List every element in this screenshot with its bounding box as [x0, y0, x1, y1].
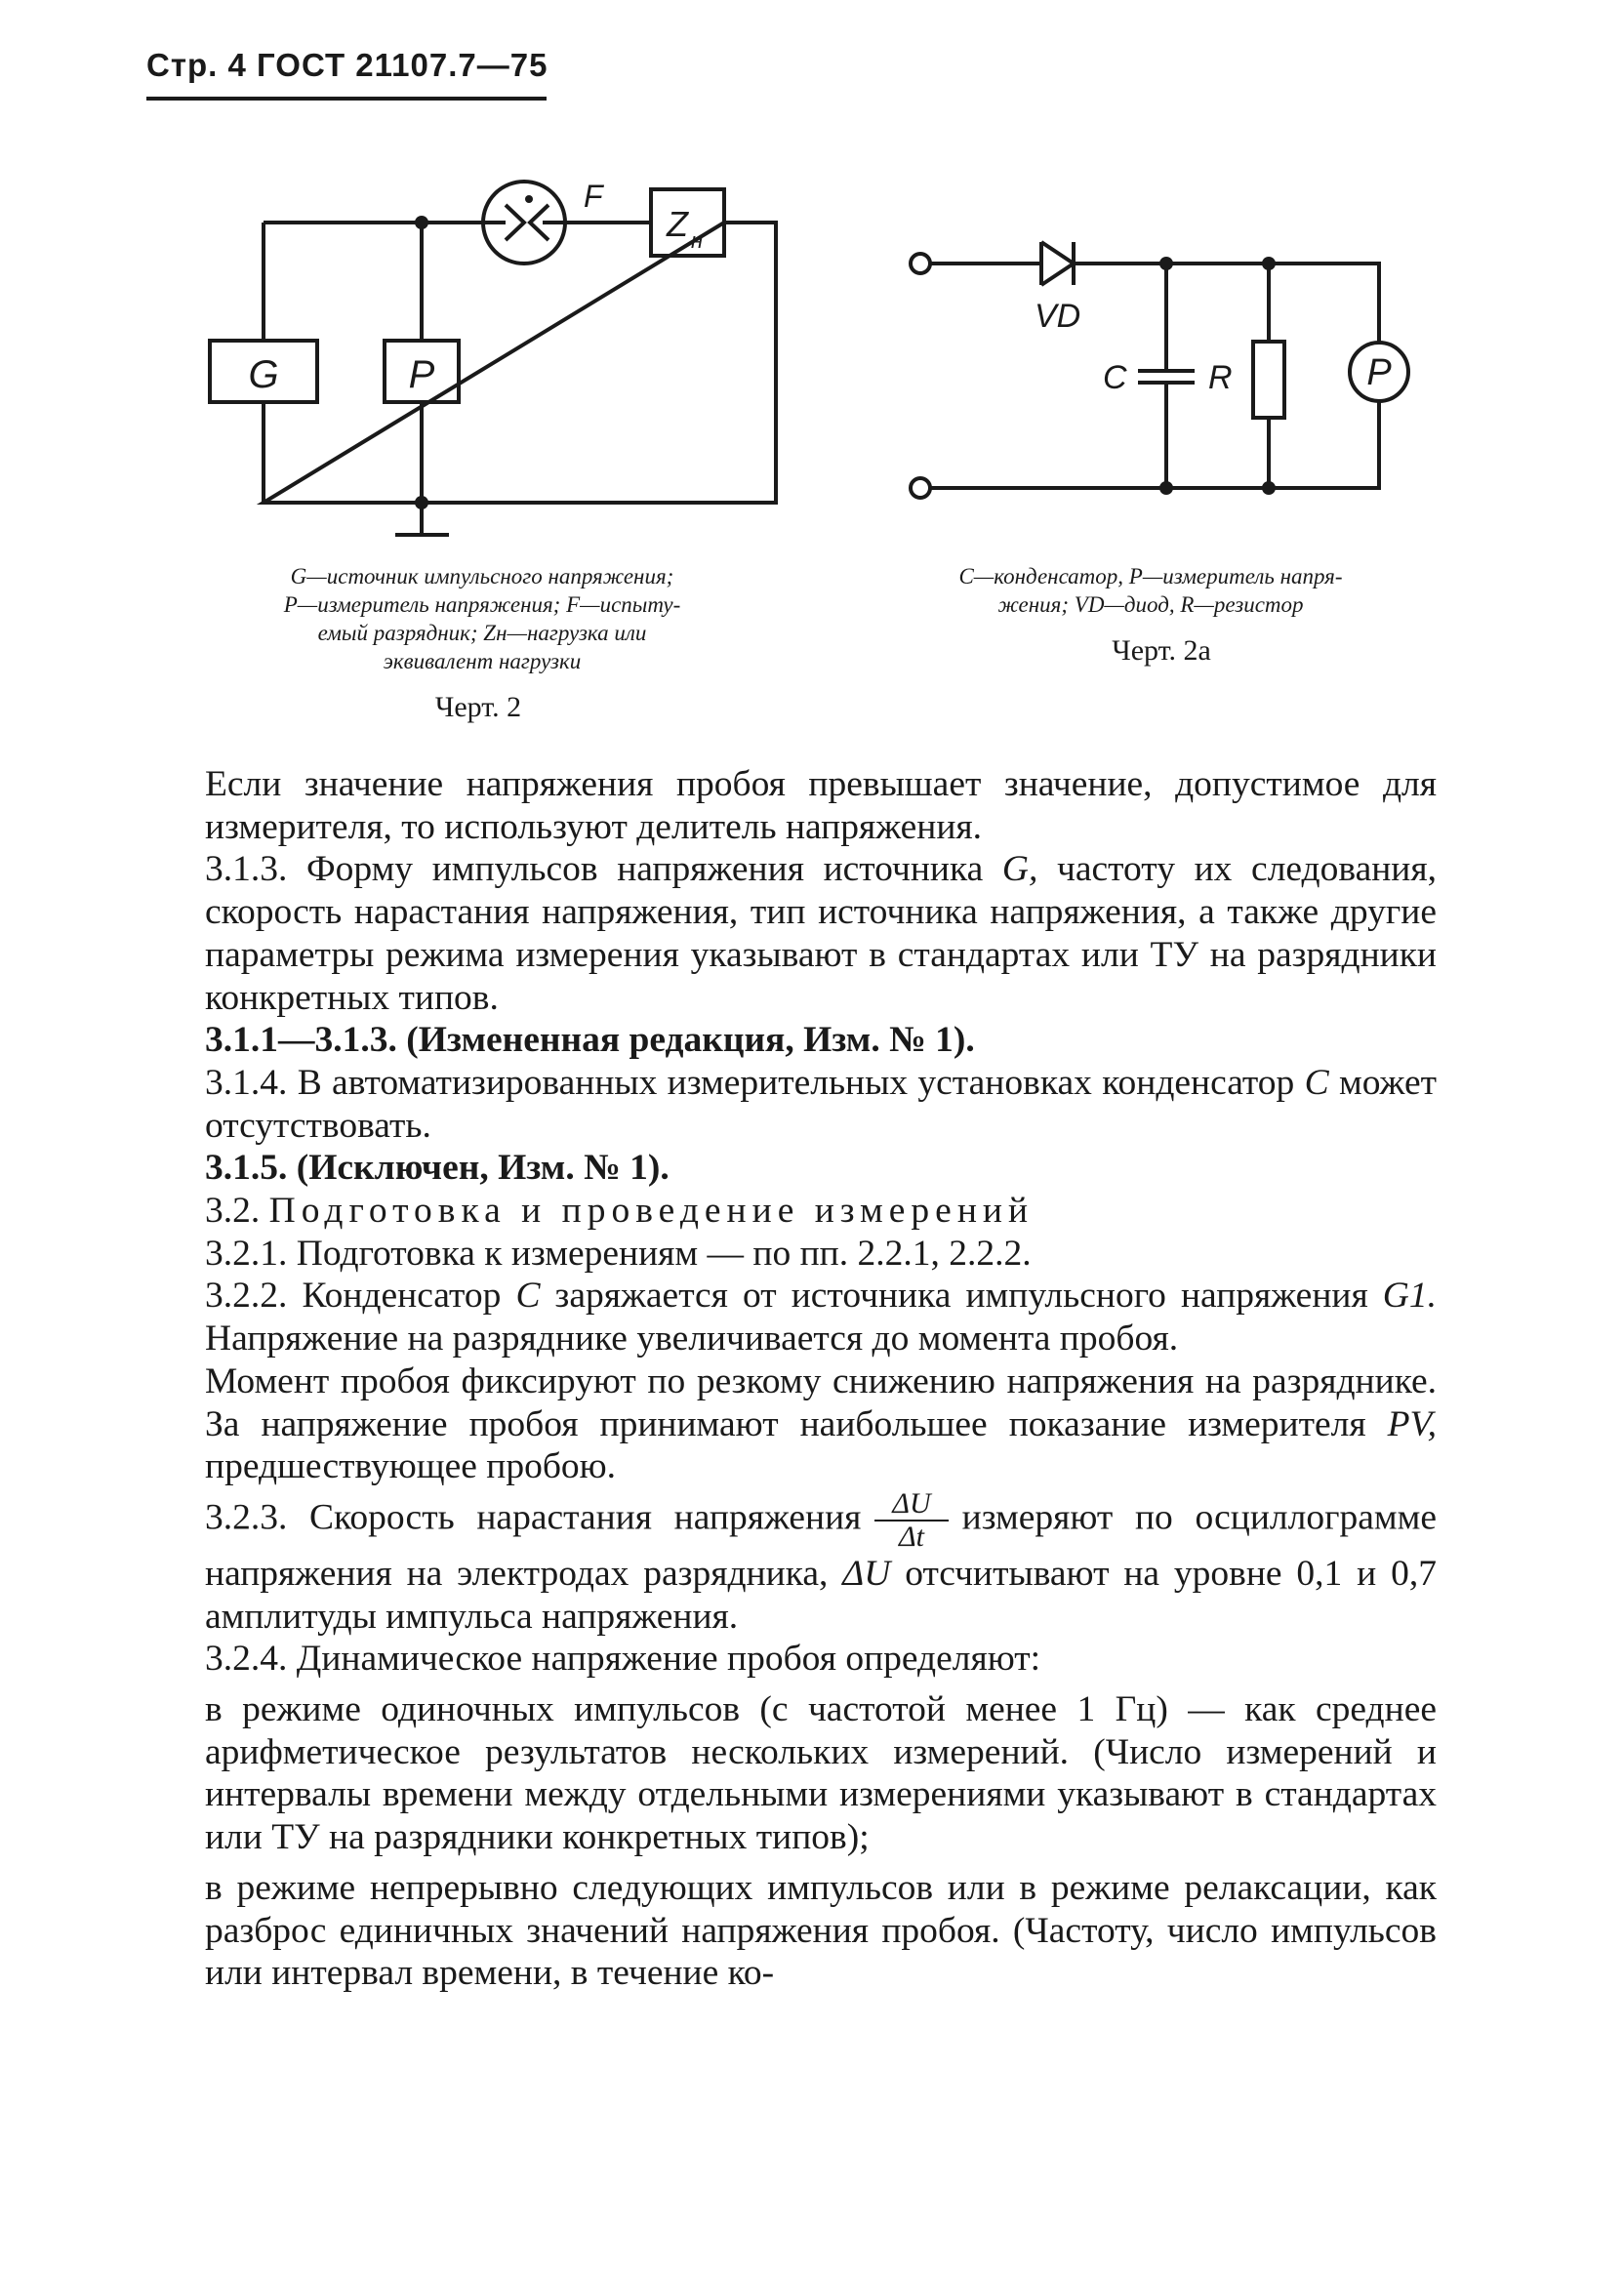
- paragraph-3-1-3: [205, 848, 1437, 1019]
- paragraph-continuous: в режиме непрерывно следующих импульсов или в режиме релаксации, как разброс единичных значений напряжения пробоя. (Частоту, число импульсов или интервал времени, в течение ко-: [205, 1867, 1437, 1994]
- label-F: F: [584, 179, 603, 214]
- text-run: 3.2.2. Конденсатор: [205, 1276, 516, 1317]
- amendment-note: 3.1.1—3.1.3. (Измененная редакция, Изм. № 1).: [205, 1020, 975, 1061]
- caption-line: P—измеритель напряжения; F—испыту-: [283, 592, 681, 617]
- paragraph-3-2-4: 3.2.4. Динамическое напряжение пробоя определяют:: [205, 1639, 1041, 1680]
- paragraph: Если значение напряжения пробоя превышает значение, допустимое для измерителя, то используют делитель напряжения.: [205, 764, 1437, 847]
- label-C: C: [1103, 359, 1127, 396]
- paragraph-3-1-4: [205, 1062, 1437, 1147]
- body-text: [205, 763, 1437, 1995]
- caption-line: жения; VD—диод, R—резистор: [997, 592, 1304, 617]
- symbol-C: C: [515, 1276, 541, 1317]
- text-run: Момент пробоя фиксируют по резкому снижению напряжения на разряднике. За напряжение пробоя принимают наибольшее показание измерителя: [205, 1360, 1437, 1444]
- section-number: 3.2.: [205, 1191, 261, 1232]
- fraction-dU-dt: [874, 1488, 948, 1553]
- caption-line: C—конденсатор, P—измеритель напря-: [958, 564, 1343, 588]
- section-heading-3-2: [205, 1190, 1437, 1233]
- caption-line: G—источник импульсного напряжения;: [290, 564, 674, 588]
- paragraph-3-2-1: 3.2.1. Подготовка к измерениям — по пп. 2.2.1, 2.2.2.: [205, 1233, 1032, 1274]
- symbol-G1: G1.: [1382, 1276, 1437, 1317]
- text-run: заряжается от источника импульсного напряжения: [540, 1276, 1383, 1317]
- section-title: Подготовка и проведение измерений: [268, 1191, 1035, 1232]
- text-run: измеряют по осциллограмме напряжения на электродах разрядника,: [205, 1497, 1437, 1594]
- paragraph-3-2-2: [205, 1275, 1437, 1359]
- symbol-G: G,: [1001, 849, 1038, 890]
- paragraph-breakdown: [205, 1360, 1437, 1488]
- input-terminal-top: [911, 254, 930, 273]
- paragraph-single-pulse: в режиме одиночных импульсов (с частотой менее 1 Гц) — как среднее арифметическое результатов нескольких измерений. (Число измерений и интервалы времени между отдельными измерениями указывают в стандартах или ТУ на разрядники конкретных типов);: [205, 1689, 1437, 1858]
- label-Z: Z: [667, 204, 688, 244]
- text-run: может отсутствовать.: [205, 1062, 1437, 1146]
- figure2a-title: Черт. 2а: [1112, 634, 1211, 667]
- resistor-R: [1253, 342, 1284, 418]
- symbol-PV: PV,: [1387, 1403, 1437, 1444]
- input-terminal-bottom: [911, 478, 930, 498]
- fraction-denominator: Δt: [899, 1520, 924, 1553]
- paragraph-3-2-3: [205, 1488, 1437, 1638]
- caption-line: эквивалент нагрузки: [383, 649, 582, 673]
- page-header: Стр. 4 ГОСТ 21107.7—75: [146, 47, 548, 83]
- text-run: частоту их следования, скорость нарастания напряжения, тип источника напряжения, а также другие параметры режима измерения указывают в стандартах или ТУ на разрядники конкретных типов.: [205, 849, 1437, 1018]
- text-run: предшествующее пробою.: [205, 1446, 617, 1487]
- label-P2: P: [1366, 352, 1392, 393]
- text-run: отсчитывают на уровне 0,1 и 0,7 амплитуды импульса напряжения.: [205, 1553, 1437, 1637]
- label-Z-subscript: н: [691, 228, 704, 253]
- figure2a-circuit: [930, 242, 1408, 488]
- text-run: 3.1.4. В автоматизированных измерительных установках конденсатор: [205, 1062, 1305, 1103]
- text-run: Напряжение на разряднике увеличивается до момента пробоя.: [205, 1319, 1179, 1359]
- label-P: P: [408, 353, 435, 396]
- figure2a-caption: [873, 562, 1429, 619]
- excluded-note: 3.1.5. (Исключен, Изм. № 1).: [205, 1148, 670, 1189]
- caption-line: емый разрядник; Zн—нагрузка или: [317, 621, 647, 645]
- label-G: G: [248, 353, 279, 396]
- label-VD: VD: [1035, 298, 1081, 335]
- figure2-title: Черт. 2: [434, 691, 522, 723]
- symbol-dU: ΔU: [842, 1553, 891, 1594]
- figure2-caption: [205, 562, 759, 675]
- fraction-numerator: ΔU: [874, 1488, 948, 1521]
- symbol-C: C: [1304, 1062, 1329, 1103]
- text-run: 3.2.3. Скорость нарастания напряжения: [205, 1497, 862, 1538]
- label-R: R: [1208, 359, 1233, 396]
- text-run: 3.1.3. Форму импульсов напряжения источника: [205, 849, 1002, 890]
